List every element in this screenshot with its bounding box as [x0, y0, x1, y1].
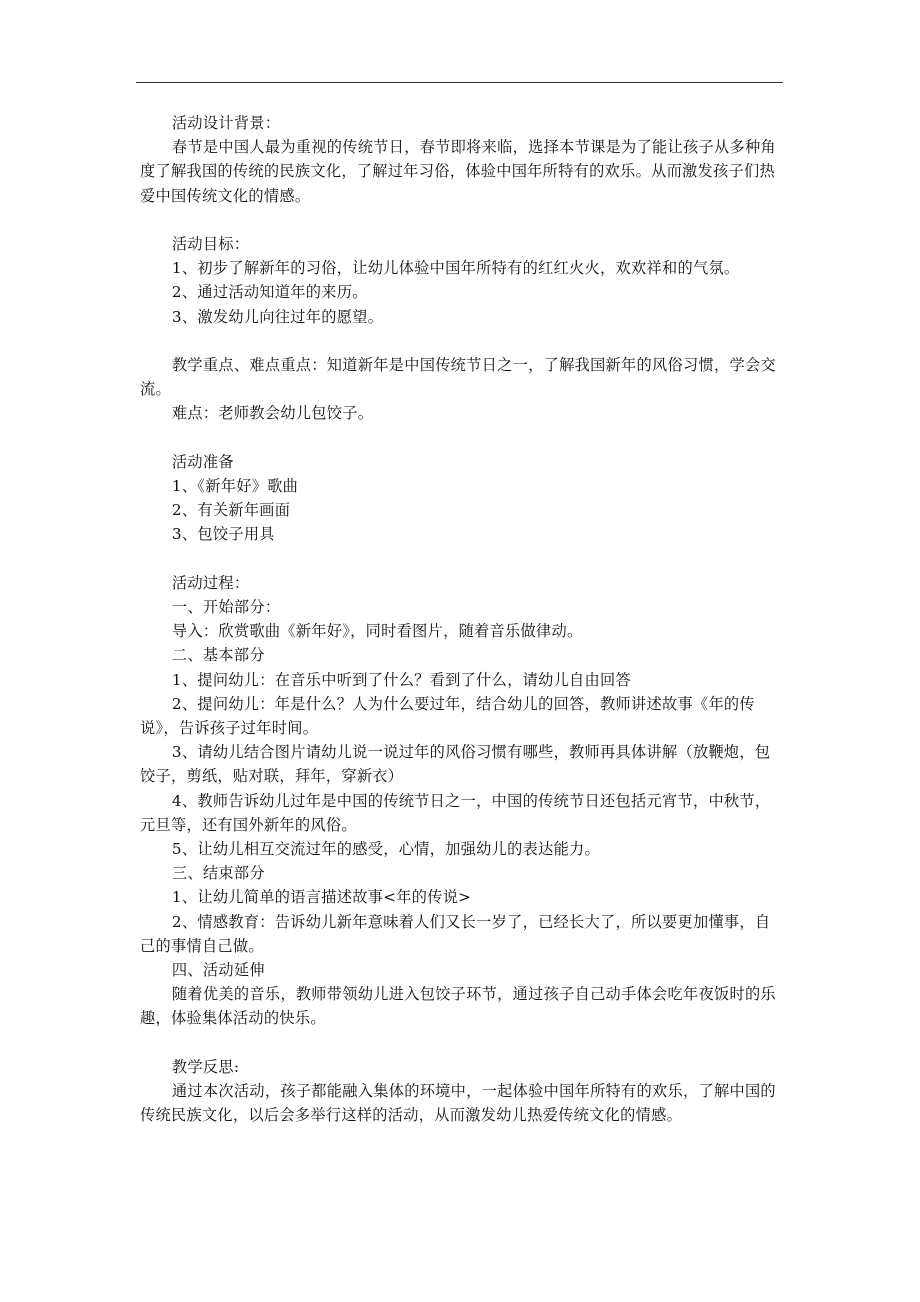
paragraph: 难点：老师教会幼儿包饺子。	[171, 404, 374, 423]
paragraph: 1、提问幼儿：在音乐中听到了什么？看到了什么，请幼儿自由回答	[171, 670, 632, 689]
paragraph-spacer	[140, 1031, 785, 1055]
paragraph: 导入：欣赏歌曲《新年好》，同时看图片，随着音乐做律动。	[171, 622, 583, 641]
header-rule	[136, 82, 783, 83]
paragraph: 四、活动延伸	[171, 961, 265, 980]
paragraph: 2、情感教育：告诉幼儿新年意味着人们又长一岁了，已经长大了，所以要更加懂事，自己的事情自己做。	[140, 912, 771, 955]
paragraph: 1、初步了解新年的习俗，让幼儿体验中国年所特有的红红火火，欢欢祥和的气氛。	[171, 259, 740, 278]
paragraph: 教学重点、难点重点：知道新年是中国传统节日之一，了解我国新年的风俗习惯，学会交流。	[140, 356, 776, 399]
paragraph: 一、开始部分：	[171, 598, 281, 616]
document-body	[140, 111, 785, 1127]
paragraph: 2、有关新年画面	[171, 501, 291, 520]
paragraph-spacer	[140, 329, 785, 353]
paragraph: 通过本次活动，孩子都能融入集体的环境中，一起体验中国年所特有的欢乐，了解中国的传统民族文化，以后会多举行这样的活动，从而激发幼儿热爱传统文化的情感。	[140, 1082, 776, 1125]
paragraph: 3、包饺子用具	[171, 525, 275, 544]
paragraph: 5、让幼儿相互交流过年的感受，心情，加强幼儿的表达能力。	[171, 840, 601, 859]
paragraph: 4、教师告诉幼儿过年是中国的传统节日之一，中国的传统节日还包括元宵节，中秋节，元旦等，还有国外新年的风俗。	[140, 791, 771, 834]
paragraph: 1、《新年好》歌曲	[171, 477, 299, 495]
paragraph: 活动准备	[171, 452, 234, 471]
paragraph: 教学反思:	[171, 1057, 240, 1076]
paragraph: 二、基本部分	[171, 646, 265, 665]
paragraph: 2、提问幼儿：年是什么？人为什么要过年，结合幼儿的回答，教师讲述故事《年的传说》，告诉孩子过年时间。	[140, 694, 755, 738]
paragraph: 3、请幼儿结合图片请幼儿说一说过年的风俗习惯有哪些，教师再具体讲解（放鞭炮，包饺子，剪纸，贴对联，拜年，穿新衣）	[140, 743, 771, 786]
paragraph: 随着优美的音乐，教师带领幼儿进入包饺子环节，通过孩子自己动手体会吃年夜饭时的乐趣，体验集体活动的快乐。	[140, 985, 776, 1028]
paragraph: 活动目标：	[171, 235, 250, 253]
paragraph: 活动设计背景：	[171, 114, 281, 132]
paragraph: 2、通过活动知道年的来历。	[171, 283, 368, 302]
paragraph: 1、让幼儿简单的语言描述故事<年的传说>	[171, 888, 472, 907]
paragraph-spacer	[140, 426, 785, 450]
paragraph-spacer	[140, 208, 785, 232]
paragraph-spacer	[140, 547, 785, 571]
paragraph: 3、激发幼儿向往过年的愿望。	[171, 307, 384, 326]
paragraph: 活动过程：	[171, 573, 250, 592]
paragraph: 三、结束部分	[171, 864, 265, 883]
paragraph: 春节是中国人最为重视的传统节日，春节即将来临，选择本节课是为了能让孩子从多种角度了解我国的传统的民族文化，了解过年习俗，体验中国年所特有的欢乐。从而激发孩子们热爱中国传统文化的情感。	[140, 138, 776, 205]
